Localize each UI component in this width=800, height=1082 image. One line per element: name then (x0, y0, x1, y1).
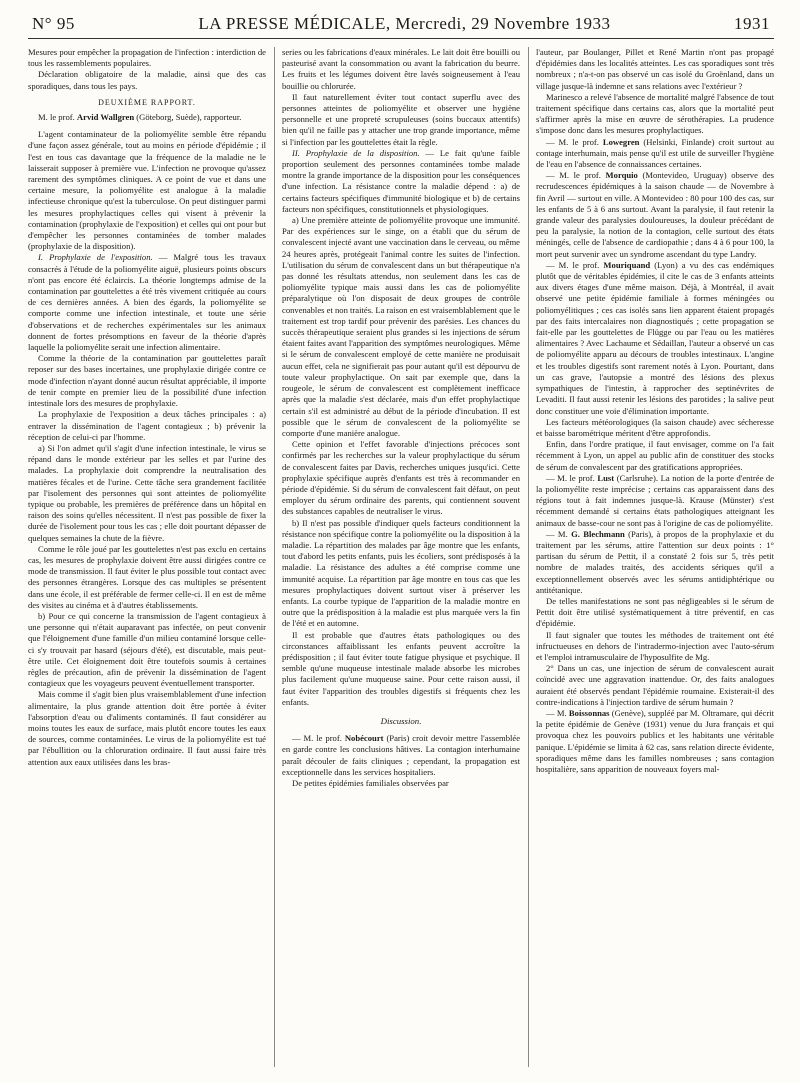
author-line (28, 112, 266, 123)
paragraph: Comme la théorie de la contamination par gouttelettes paraît reposer sur des bases incertaines, une prophylaxie dirigée contre ce mode d'infection n'ayant donné aucun résultat appréciable, il importe de tenir compte en premier lieu de la possibilité d'une infection intestinale lors des mesures de prophylaxie. (28, 353, 266, 409)
paragraph (536, 473, 774, 529)
paragraph: Comme le rôle joué par les gouttelettes n'est pas exclu en certains cas, les mesures de prophylaxie doivent être aussi dirigées contre ce mode de transmission. Il faut éviter le plus possible tout contact avec des personnes étrangères. Lorsque des cas multiples se présentent dans une école, il est préférable de fermer celle-ci. Il en est de même des visites au cinéma et à d'autres établissements. (28, 543, 266, 610)
paragraph (536, 708, 774, 775)
paragraph-text: (Helsinki, Finlande) croit surtout au contage interhumain, mais pense qu'il est utile de surveiller l'hygiène de l'eau en l'absence de connaissances certaines. (536, 136, 774, 170)
paragraph: L'agent contaminateur de la poliomyélite semble être répandu d'une façon assez générale, tout au moins en période d'épidémie ; il l'est en tous cas davantage que la fréquence de la maladie ne le laisserait supposer à première vue. L'infection ne provoque qu'assez rarement des symptômes cliniques. A ce point de vue et dans une certaine mesure, la poliomyélite est analogue à la maladie infectieuse chronique qu'est la tuberculose. On peut distinguer parmi les mesures prophylactiques celles qui visent à prévenir la contamination (prophylaxie de l'exposition) et celles qui ont pour but d'empêcher les personnes contaminées de tomber malades (prophylaxie de la disposition). (28, 129, 266, 252)
paragraph-text: (Paris) croit devoir mettre l'assemblée en garde contre les conclusions hâtives. La contagion interhumaine paraît découler de faits cliniques ; cependant, la propagation est exceptionnelle dans les services hospitaliers. (282, 733, 521, 777)
author-name: Arvid Wallgren (76, 112, 135, 123)
paragraph-text: (Carlsruhe). La notion de la porte d'entrée de la poliomyélite reste imprécise ; certains cas apparaissent dans des régions tout à fait indemnes jusque-là. Krause (Münster) s'est récemment demandé si certains états pathologiques atteignant les animaux de basse-cour ne sont pas à l'origine de cas de poliomyélite. (536, 472, 774, 528)
subsection-title: II. Prophylaxie de la disposition. (292, 147, 420, 158)
section-title: DEUXIÈME RAPPORT. (98, 97, 196, 107)
paragraph: Il faut naturellement éviter tout contact superflu avec des personnes atteintes de poliomyélite et observer une hygiène personnelle et une propreté scrupuleuses (soins buccaux attentifs) bien qu'il ne faille pas y attacher une trop grande importance, même si l'infection par les gouttelettes était la règle. (282, 91, 520, 147)
paragraph-text: (Paris), à propos de la prophylaxie et du traitement par les sérums, attire l'attention sur deux points : 1° partisan du sérum de Pettit, il a constaté 2 fois sur 5, très petit nombre de malades traités, des accidents sériques qu'il a exceptionnellement observés avec les sérums antidiphtérique ou antitétanique. (536, 528, 774, 595)
paragraph: La prophylaxie de l'exposition a deux tâches principales : a) entraver la dissémination de l'agent contagieux ; b) prévenir la réception de celui-ci par l'homme. (28, 409, 266, 442)
paragraph (282, 148, 520, 215)
speaker-prefix: — M. le prof. (546, 472, 595, 483)
speaker-prefix: — M. (546, 707, 567, 718)
paragraph-text: (Lyon) a vu des cas endémiques plutôt que de véritables épidémies, il cite le cas de 3 enfants atteints aux divers étages d'une même maison. Déjà, à Montréal, il avait observé une petite épidémie familiale à formes méningées ou poliomyélitiques ; ces cas isolés sans lien apparent étaient propagés par des faits intercalaires non diagnostiqués ; cette propagation se fait-elle par les gouttelettes de Flügge ou par l'eau ou les matières alimentaires ? Avec Lachaume et Sédaillan, l'auteur a observé un cas de poliomyélite apparu au décours de troubles intestinaux. L'angine et les troubles digestifs sont rarement notés à Lyon. Pourtant, dans un cas grave, l'autopsie a montré des lésions des plexus sympathiques de l'intestin, à rapprocher des septinévrites de Levaditi. Il faut aussi retenir les lésions des parotides ; la salive peut donc constituer une voie d'élimination importante. (536, 259, 774, 416)
paragraph (536, 170, 774, 260)
column-1 (28, 47, 266, 1067)
paragraph-text: (Montevideo, Uruguay) observe des recrudescences épidémiques à la saison chaude — de Novembre à fin Avril — surtout en ville. A Montevideo : 80 pour 100 des cas, sur les enfants de 5 à 6 ans surtout. Avant la paralysie, il faut retenir la grande valeur des paralysies douloureuses, la douleur précédant de peu la paralysie, la notion de la contagion, celle surtout des états méningés, celle de l'absence de cardiopathie ; dans 4 à 6 pour 100, la mort peut survenir avec un syndrome ascendant du type Landry. (536, 170, 774, 259)
paragraph: Marinesco a relevé l'absence de mortalité malgré l'absence de tout traitement spécifique dans certains cas, alors que la mortalité peut s'affirmer après la mise en œuvre de sérothérapies. La prudence s'impose donc dans les mesures prophylactiques. (536, 91, 774, 136)
speaker-prefix: — M. le prof. (546, 259, 600, 270)
speaker-prefix: — M. (546, 528, 568, 539)
paragraph: De petites épidémies familiales observées par (292, 778, 449, 788)
paragraph-text: — Malgré tous les travaux consacrés à l'étude de la poliomyélite aiguë, plusieurs points obscurs n'ont pas encore été éclaircis. La théorie longtemps admise de la contamination par gouttelettes a été très vivement critiquée au cours de ces dernières années. A bien des égards, la poliomyélite se comporte comme une infection intestinale, et toute une série d'observations et de recherches expérimentales sur les animaux donnent de fortes présomptions en faveur de la théorie d'après laquelle la poliomyélite serait une infection alimentaire. (28, 252, 266, 353)
paragraph: Déclaration obligatoire de la maladie, ainsi que des cas sporadiques, dans tous les pays. (28, 69, 266, 91)
column-3 (536, 47, 774, 1067)
speaker-prefix: — M. le prof. (546, 170, 601, 181)
paragraph: Enfin, dans l'ordre pratique, il faut envisager, comme on l'a fait récemment à Lyon, un appel au public afin de constituer des stocks de sérum de convalescent par des gratifications appropriées. (536, 439, 774, 472)
issue-date: Mercredi, 29 Novembre 1933 (395, 14, 611, 33)
subsection-title: I. Prophylaxie de l'exposition. (38, 252, 153, 263)
page-header (28, 14, 774, 39)
author-prefix: M. le prof. (38, 112, 75, 123)
paragraph: a) Si l'on admet qu'il s'agit d'une infection intestinale, le virus se répand dans le monde extérieur par les selles et par l'urine des malades. La prophylaxie doit comprendre la neutralisation des matières fécales et de l'urine. Cette tâche sera grandement facilitée par l'isolement des personnes qui sont atteintes de poliomyélite typique ou probable, les premières de préférence dans un hôpital en raison des soins qu'elles nécessitent. Il n'est pas possible de fixer la durée de l'isolement pour tous les cas ; elle doit pourtant dépasser de quelques semaines la chute de la fièvre. (28, 442, 266, 543)
paragraph (536, 137, 774, 171)
paragraph (282, 733, 520, 778)
paragraph: Mesures pour empêcher la propagation de l'infection : interdiction de tous les rassemblements populaires. (28, 47, 266, 69)
paragraph: a) Une première atteinte de poliomyélite provoque une immunité. Par des expériences sur le singe, on a établi que du sérum de convalescent injecté avant une vaccination dans le cerveau, ou même 24 heures après, protégeait l'animal contre les suites de l'infection. L'utilisation du sérum de convalescent dans un but thérapeutique n'a pas donné les résultats attendus, non seulement dans les cas de poliomyélite typique mais aussi dans les cas de poliomyélite préparalytique où l'on disposait de deux groupes de contrôle convenables et non traités. La raison en est vraisemblablement que le traitement est trop tardif pour prévenir des parésies. Les chances du succès thérapeutique seraient plus grandes si les injections de sérum étaient faites avant l'apparition des symptômes neurologiques. Même si le sérum de convalescent employé de cette manière ne produisait aucun effet, cela ne signifierait pas pour autant qu'il est dépourvu de toute valeur prophylactique. On sait par exemple que, dans la rougeole, le sérum de convalescent est complètement inefficace après que la maladie s'est déclarée, mais d'un effet prophylactique certain s'il est administré au début de la période d'incubation. Il est possible que le sérum de convalescent de la poliomyélite se comporte d'une manière analogue. (282, 215, 520, 438)
page-number: 1931 (733, 14, 770, 33)
paragraph: Cette opinion et l'effet favorable d'injections précoces sont confirmés par les recherches sur la valeur prophylactique du sérum de convalescent faites par Davis, recherches uniques jusqu'ici. Cette prophylaxie spécifique auprès d'enfants est très à recommander en période d'épidémie. Si du sérum de convalescent fait défaut, on peut employer du sérum ordinaire des parents, qui contiennent souvent des substances capables de neutraliser le virus. (282, 439, 520, 517)
speaker-name: Morquio (605, 170, 638, 181)
journal-title-line (198, 14, 610, 34)
paragraph: b) Il n'est pas possible d'indiquer quels facteurs conditionnent la résistance non spécifique contre la poliomyélite ou la disposition à la maladie. La répartition des malades par âge montre que les enfants, tout d'abord les petits enfants, puis les écoliers, sont prédisposés à la maladie. La résistance des adultes a été comprise comme une immunité acquise. La répartition par âge montre en tous cas que les mesures prophylactiques doivent surtout viser à préserver les enfants. La courbe typique de l'apparition de la maladie montre en outre que la prédisposition à la maladie est plus marquée vers la fin de l'été et en automne. (282, 517, 520, 629)
paragraph (536, 529, 774, 596)
speaker-name: Mouriquand (603, 259, 651, 270)
paragraph: 2° Dans un cas, une injection de sérum de convalescent aurait coïncidé avec une aggravation inattendue. Or, des faits analogues auraient été observés pendant l'épidémie roumaine. Existerait-il des contre-indications à l'injection tardive de sérum humain ? (536, 663, 774, 707)
paragraph-text: (Genève), suppléé par M. Oltramare, qui décrit la petite épidémie de Genève (1931) venue du Jura français et qui provoqua chez les pouvoirs publics et les habitants une véritable panique. L'épidémie se limita à 62 cas, sans relation directe évidente, sporadiques même dans les familles nombreuses ; sans contagion hospitalière, sans apparition de nouveaux foyers mal- (536, 707, 774, 774)
paragraph: De telles manifestations ne sont pas négligeables si le sérum de Pettit doit être utilisé systématiquement à titre préventif, en cas d'épidémie. (536, 595, 774, 629)
speaker-name: Nobécourt (344, 733, 384, 744)
speaker-name: G. Blechmann (571, 528, 625, 539)
paragraph: Mais comme il s'agit bien plus vraisemblablement d'une infection alimentaire, la plus grande attention doit être portée à éviter l'absorption d'eau ou d'aliments contaminés. Il faut considérer au moins toutes les eaux de surface, mais plutôt encore toutes les eaux de sources, comme contaminées. Le virus de la poliomyélite est tué par l'ébullition ou la chloruration ordinaire. Il faut aussi faire très attention aux eaux utilisées dans les bras- (28, 689, 266, 767)
speaker-prefix: — M. le prof. (546, 136, 599, 147)
author-affiliation: (Göteborg, Suède), rapporteur. (136, 112, 242, 123)
paragraph: l'auteur, par Boulanger, Pillet et René Martin n'ont pas propagé d'épidémies dans les localités atteintes. Les cas sporadiques sont très nombreux ; n'a-t-on pas observé un cas isolé du Groënland, dans un village jusque-là indemne et sans relations avec l'extérieur ? (536, 47, 774, 91)
paragraph: b) Pour ce qui concerne la transmission de l'agent contagieux à une personne qui n'était auparavant pas infectée, on peut convenir que l'éloignement d'une famille d'un milieu contaminé lorsque celle-ci s'y trouvait par hasard (séjours d'été), est discutable, mais peut-être utile. Cet éloignement doit être toutefois soumis à certaines règles de précaution, afin de prévenir la dissémination de l'agent contagieux que les voyageurs peuvent éventuellement transporter. (28, 610, 266, 689)
speaker-name: Lowegren (602, 136, 640, 147)
issue-number: N° 95 (32, 14, 75, 33)
speaker-name: Lust (597, 472, 615, 483)
paragraph (536, 260, 774, 417)
paragraph: Il est probable que d'autres états pathologiques ou des circonstances affaiblissant les enfants peuvent accroître la prédisposition ; il faut éviter toute fatigue physique et psychique. Il semble qu'une muqueuse intestinale malade absorbe les microbes plus facilement qu'une muqueuse saine. Pour cette raison aussi, il faut éviter l'apparition des troubles digestifs si fréquents chez les enfants. (282, 629, 520, 707)
speaker-prefix: — M. le prof. (292, 733, 342, 744)
paragraph-text: — Le fait qu'une faible proportion seulement des personnes contaminées tombe malade montre la grande importance de la disposition pour les conséquences d'une infection. La résistance contre la maladie dépend : a) de certains facteurs spécifiques d'immunité biologique et b) de certains facteurs non spécifiques, constitutionnels et physiologiques. (282, 147, 520, 214)
discussion-heading: Discussion. (380, 715, 422, 726)
speaker-name: Boissonnas (568, 707, 610, 718)
text-columns (28, 47, 774, 1067)
paragraph: series ou les fabrications d'eaux minérales. Le lait doit être bouilli ou pasteurisé avant la consommation ou avant la fabrication du beurre. Les fruits et les légumes doivent être lavés soigneusement à l'eau bouillie ou chlorurée. (282, 47, 520, 91)
paragraph: Les facteurs météorologiques (la saison chaude) avec sécheresse et baisse barométrique méritent d'être approfondis. (536, 416, 774, 438)
paragraph: Il faut signaler que toutes les méthodes de traitement ont été infructueuses en dehors de l'intradermo-injection avec l'auto-sérum et l'emploi intramusculaire de l'hyposulfite de Mg. (536, 629, 774, 662)
paragraph (28, 252, 266, 353)
column-2 (282, 47, 520, 1067)
journal-name: LA PRESSE MÉDICALE, (198, 14, 391, 33)
